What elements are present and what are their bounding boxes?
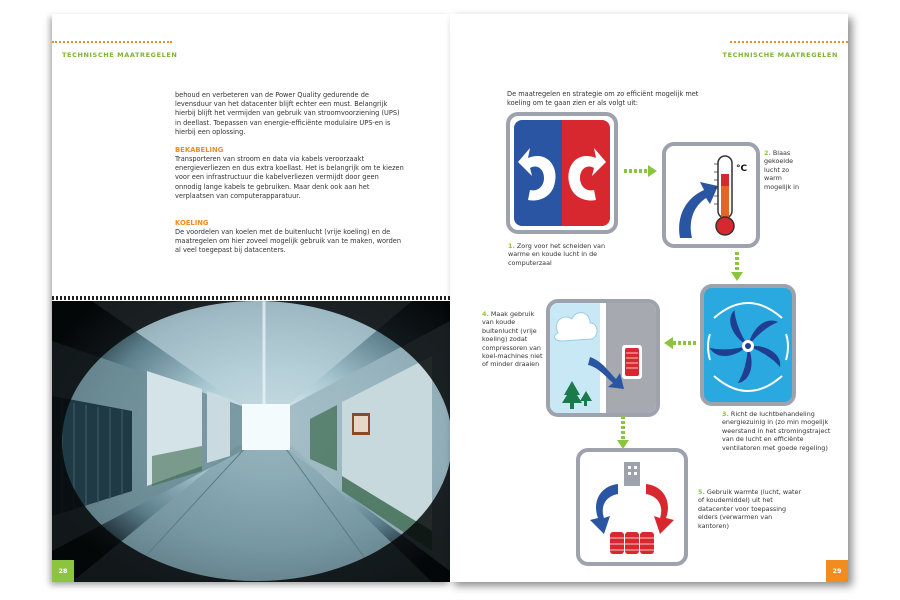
heat-reuse-icon: [576, 448, 688, 566]
step-3-number: 3.: [722, 410, 729, 418]
step-3-caption: [722, 410, 834, 452]
datacenter-corridor-photo: [52, 301, 450, 582]
step-1-text: Zorg voor het scheiden van warme en koude lucht in de computerzaal: [508, 242, 606, 267]
free-cooling-icon: [546, 299, 660, 417]
step-1-number: 1.: [508, 242, 515, 250]
step-5-caption: [698, 488, 802, 530]
header-dotted-rule: [52, 41, 172, 43]
bekabeling-paragraph: Transporteren van stroom en data via kabels veroorzaakt energieverliezen en dus extra koellast. Het is belangrijk om te kiezen voor een infrastructuur die kabelverliezen vermijdt door geen onnodig lange kabels te gebruiken. Maar denk ook aan het verplaatsen van computerapparatuur.: [175, 155, 404, 200]
step-1-caption: [508, 242, 622, 267]
koeling-heading: KOELING: [175, 219, 209, 227]
step-5-text: Gebruik warmte (lucht, water of koudemiddel) uit het datacenter voor toepassing elders (verwarmen van kantoren): [698, 488, 802, 530]
step-3-text: Richt de luchtbehandeling energiezuinig in (zo min mogelijk weerstand in het stromingstraject van de lucht en efficiënte ventilatoren met goede regeling): [722, 410, 831, 452]
left-page: [52, 14, 450, 582]
flow-arrow-left: [664, 336, 698, 350]
step-4-number: 4.: [482, 310, 489, 318]
section-header: TECHNISCHE MAATREGELEN: [62, 51, 178, 59]
thermometer-icon: [662, 142, 760, 248]
step-2-caption: [764, 149, 808, 191]
step-4-caption: [482, 310, 544, 369]
flow-arrow-down: [616, 416, 630, 450]
separate-air-icon: [506, 112, 618, 234]
celsius-label: °C: [736, 164, 748, 174]
intro-paragraph: behoud en verbeteren van de Power Quality gedurende de levensduur van het datacenter blijft echter een must. Belangrijk hierbij blijft het vermijden van gebruik van stroomvoorziening (UPS) in deellast. Toepassen van energie-efficiënte modulaire UPS-en is hierbij een oplossing.: [175, 91, 400, 136]
page-number-29: 29: [826, 560, 848, 582]
flow-arrow-right: [622, 164, 658, 178]
fan-icon: [700, 284, 796, 406]
bekabeling-heading: BEKABELING: [175, 146, 224, 154]
koeling-paragraph: De voordelen van koelen met de buitenlucht (vrije koeling) en de maatregelen om hier zoveel mogelijk gebruik van te maken, worden al veel toegepast bij datacenters.: [175, 228, 402, 255]
step-2-number: 2.: [764, 149, 771, 157]
step-4-text: Maak gebruik van koude buitenlucht (vrije koeling) zodat compressoren van koel-machines niet of minder draaien: [482, 310, 543, 369]
intro-paragraph: De maatregelen en strategie om zo efficiënt mogelijk met koeling om te gaan zien er als volgt uit:: [507, 90, 699, 108]
flow-arrow-down: [730, 252, 744, 282]
page-number-28: 28: [52, 560, 74, 582]
right-page: [450, 14, 848, 582]
step-2-text: Blaas gekoelde lucht zo warm mogelijk in: [764, 149, 800, 191]
header-dotted-rule: [730, 41, 848, 43]
section-header: TECHNISCHE MAATREGELEN: [722, 51, 838, 59]
photo-dotted-border: [52, 296, 450, 300]
step-5-number: 5.: [698, 488, 705, 496]
